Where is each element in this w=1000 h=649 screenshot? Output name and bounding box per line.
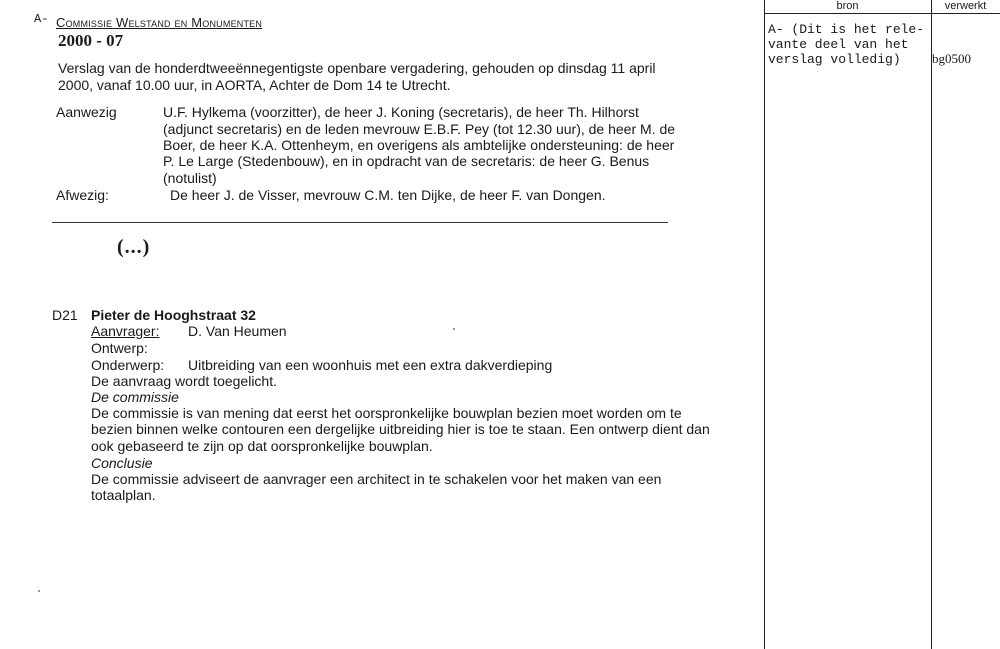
- subject-value: Uitbreiding van een woonhuis met een extra dakverdieping: [188, 357, 553, 373]
- verwerkt-column-border: [931, 0, 932, 649]
- intro-line-1: Verslag van de honderdtweeënnegentigste openbare vergadering, gehouden op dinsdag 11 april: [58, 60, 656, 76]
- present-line-3: Boer, de heer K.A. Ottenheym, en overigens als ambtelijke ondersteuning: de heer: [163, 137, 675, 153]
- committee-line-2: bezien binnen welke contouren een dergelijke uitbreiding hier is toe te staan. Een ontwerp dient dan: [91, 421, 710, 437]
- absent-text: De heer J. de Visser, mevrouw C.M. ten Dijke, de heer F. van Dongen.: [170, 187, 606, 203]
- explained-text: De aanvraag wordt toegelicht.: [91, 373, 277, 389]
- verwerkt-code: bg0500: [932, 51, 971, 66]
- applicant-label: Aanvrager:: [91, 323, 160, 339]
- design-label: Ontwerp:: [91, 340, 148, 356]
- absent-label: Afwezig:: [56, 187, 109, 203]
- bron-note-line-3: verslag volledig): [768, 52, 901, 67]
- present-label: Aanwezig: [56, 104, 117, 120]
- verwerkt-column-header: verwerkt: [944, 0, 987, 12]
- bron-column-header: bron: [836, 0, 859, 12]
- omission-marker: (...): [117, 236, 151, 258]
- scan-speck: [453, 328, 455, 330]
- section-divider: [52, 222, 668, 223]
- bron-column-border: [764, 0, 765, 649]
- commission-title: [56, 15, 262, 30]
- subject-label: Onderwerp:: [91, 357, 165, 373]
- committee-line-3: ook gebaseerd te zijn op dat oorspronkelijke bouwplan.: [91, 438, 433, 454]
- margin-prefix: A-: [34, 12, 49, 26]
- item-code: D21: [52, 307, 78, 323]
- scan-speck: [38, 590, 40, 592]
- report-number: 2000 - 07: [58, 31, 124, 50]
- item-title: Pieter de Hooghstraat 32: [91, 307, 256, 323]
- commission-title-text: Commissie Welstand en Monumenten: [56, 15, 263, 30]
- conclusion-line-2: totaalplan.: [91, 487, 156, 503]
- conclusion-line-1: De commissie adviseert de aanvrager een architect in te schakelen voor het maken van een: [91, 471, 662, 487]
- applicant-value: D. Van Heumen: [188, 323, 287, 339]
- bron-note-line-1: A- (Dit is het rele-: [768, 22, 925, 37]
- column-header-rule: [764, 13, 1000, 14]
- committee-heading: De commissie: [91, 389, 179, 405]
- committee-line-1: De commissie is van mening dat eerst het oorspronkelijke bouwplan bezien moet worden om te: [91, 405, 682, 421]
- present-line-2: (adjunct secretaris) en de leden mevrouw E.B.F. Pey (tot 12.30 uur), de heer M. de: [163, 121, 676, 137]
- bron-note-line-2: vante deel van het: [768, 37, 909, 52]
- present-line-5: (notulist): [163, 170, 217, 186]
- intro-line-2: 2000, vanaf 10.00 uur, in AORTA, Achter de Dom 14 te Utrecht.: [58, 77, 451, 93]
- conclusion-heading: Conclusie: [91, 455, 153, 471]
- present-line-4: P. Le Large (Stedenbouw), en in opdracht van de secretaris: de heer G. Benus: [163, 153, 650, 169]
- present-line-1: U.F. Hylkema (voorzitter), de heer J. Koning (secretaris), de heer Th. Hilhorst: [163, 104, 639, 120]
